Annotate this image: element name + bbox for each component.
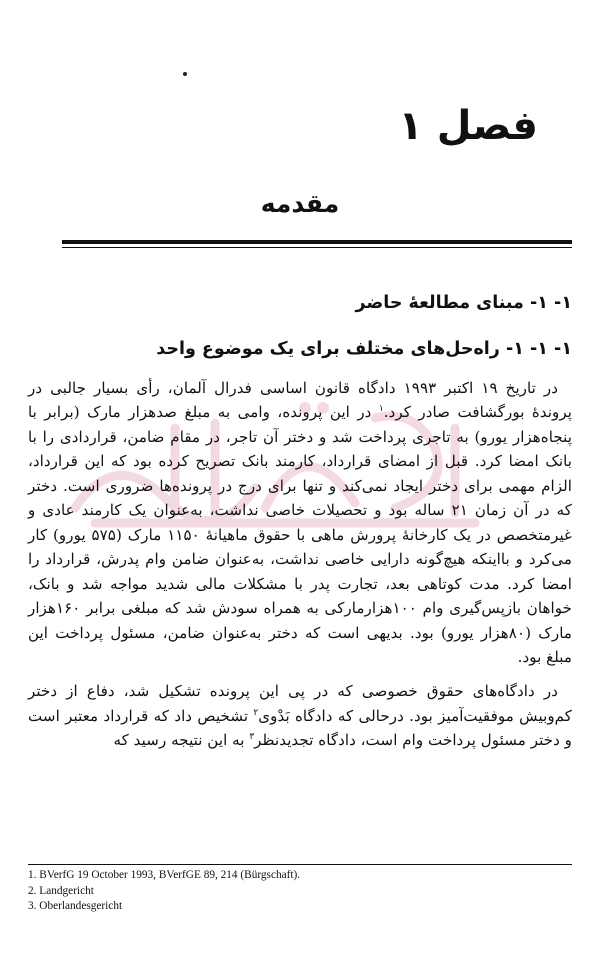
- subsection-heading: ۱- ۱- ۱- راه‌حل‌های مختلف برای یک موضوع واحد: [156, 339, 572, 359]
- chapter-title: فصل ۱: [398, 103, 538, 149]
- paragraph: در دادگاه‌های حقوق خصوصی که در پی این پرونده تشکیل شد، دفاع از دختر کم‌وبیش موفقیت‌آمیز بود. درحالی که دادگاه بَدْوی$^۲$ تشخیص داد که قرارداد معتبر است و دختر مسئول پرداخت وام است، دادگاه تجدیدنظر$^۳$ به این نتیجه رسید که: [28, 682, 572, 750]
- section-heading: ۱- ۱- مبنای مطالعهٔ حاضر: [355, 293, 572, 313]
- footnote: 3. Oberlandesgericht: [28, 900, 123, 912]
- ink-dot: [183, 72, 187, 76]
- footnote-ref: ۲: [253, 707, 259, 718]
- body-text: [28, 376, 572, 753]
- paragraph: در تاریخ ۱۹ اکتبر ۱۹۹۳ دادگاه قانون اساسی فدرال آلمان، رأی بسیار جالبی در پروندهٔ بورگشافت صادر کرد.$^۱$ در این پرونده، وامی به مبلغ صدهزار مارک (برابر با پنجاه‌هزار یورو) به تاجری پرداخت شد و دختر آن تاجر، در مقام ضامن، قراردادی را با بانک امضا کرد. قبل از امضای قرارداد، کارمند بانک تصریح کرده بود که این قرارداد، الزام مهمی برای دختر ایجاد نمی‌کند و تنها برای درج در پرونده‌ها ضروری است. دختر که در آن زمان ۲۱ ساله بود و تحصیلات خاصی نداشت، به‌عنوان یک کارمند عادی و غیرمتخصص در یک کارخانهٔ پرورش ماهی با حقوق ماهیانهٔ ۱۱۵۰ مارک (۵۷۵ یورو) کار می‌کرد و بااینکه هیچ‌گونه دارایی خاصی نداشت، به‌عنوان ضامن وام پدرش، قرارداد را امضا کرد. مدت کوتاهی بعد، تجارت پدر با مشکلات مالی شدید مواجه شد و بانک، خواهان بازپس‌گیری وام ۱۰۰هزارمارکی به همراه سودش شد که مبلغی برابر ۱۶۰هزار مارک (۸۰هزار یورو) بود. بدیهی است که دختر به‌عنوان ضامن، مسئول پرداخت این مبلغ بود.: [28, 379, 573, 666]
- chapter-subtitle: مقدمه: [260, 189, 340, 218]
- footnote: 2. Landgericht: [28, 884, 94, 897]
- footnote-ref: ۱: [378, 404, 384, 415]
- footnote: 1. BVerfG 19 October 1993, BVerfGE 89, 214 (Bürgschaft).: [28, 869, 301, 881]
- footnotes: [28, 868, 300, 915]
- divider-thick: [62, 240, 572, 244]
- divider-thin: [62, 247, 572, 248]
- footnote-ref: ۳: [249, 732, 255, 743]
- footnote-divider: [28, 864, 572, 865]
